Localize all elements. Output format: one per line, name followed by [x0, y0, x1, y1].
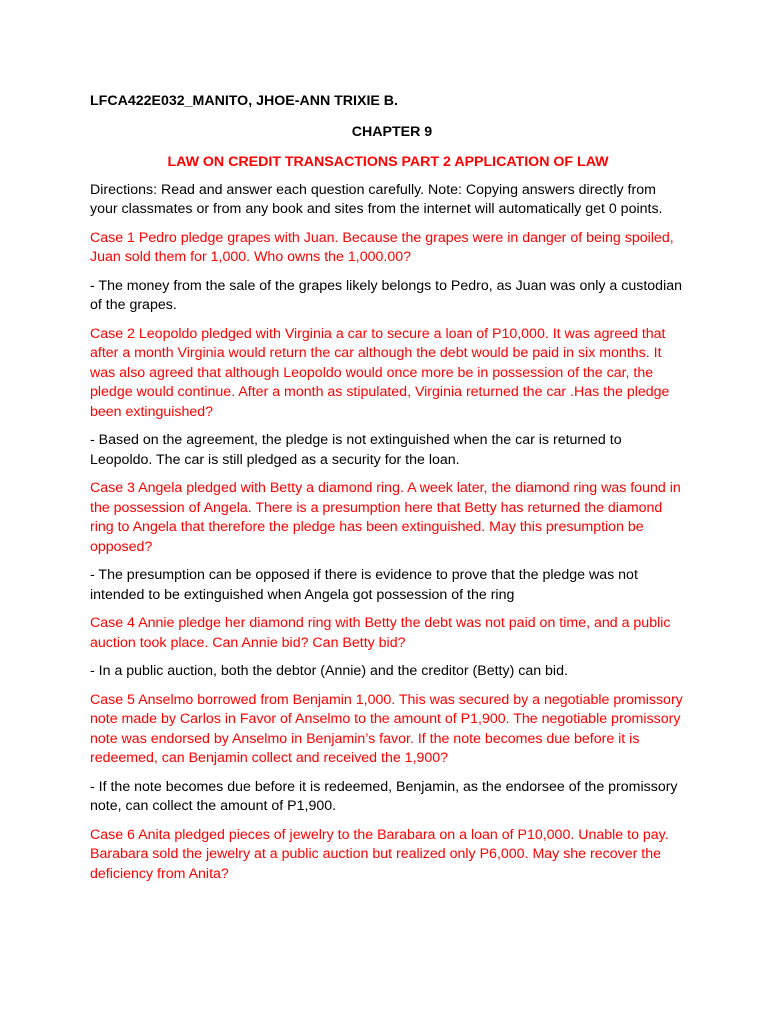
student-line: LFCA422E032_MANITO, JHOE-ANN TRIXIE B.	[90, 93, 398, 109]
case-3-answer: - The presumption can be opposed if there is evidence to prove that the pledge was not intended to be extinguished when Angela got possession of the ring	[90, 567, 638, 603]
directions-text: Directions: Read and answer each question carefully. Note: Copying answers directly from your classmates or from any book and sites from the internet will automatically get 0 points.	[90, 181, 663, 217]
case-4-answer: - In a public auction, both the debtor (Annie) and the creditor (Betty) can bid.	[90, 663, 568, 679]
case-4-question: Case 4 Annie pledge her diamond ring with Betty the debt was not paid on time, and a public auction took place. Can Annie bid? Can Betty bid?	[90, 615, 671, 651]
case-1-answer: - The money from the sale of the grapes likely belongs to Pedro, as Juan was only a custodian of the grapes.	[90, 277, 683, 313]
document-title: LAW ON CREDIT TRANSACTIONS PART 2 APPLICATION OF LAW	[167, 154, 609, 170]
case-1-question: Case 1 Pedro pledge grapes with Juan. Because the grapes were in danger of being spoiled, Juan sold them for 1,000. Who owns the 1,000.00?	[90, 229, 674, 265]
case-5-question: Case 5 Anselmo borrowed from Benjamin 1,000. This was secured by a negotiable promissory note made by Carlos in Favor of Anselmo to the amount of P1,900. The negotiable promissory note was endorsed by Anselmo in Benjamin’s favor. If the note becomes due before it is redeemed, can Benjamin collect and received the 1,900?	[90, 691, 683, 766]
case-3-question: Case 3 Angela pledged with Betty a diamond ring. A week later, the diamond ring was found in the possession of Angela. There is a presumption here that Betty has returned the diamond ring to Angela that therefore the pledge has been extinguished. May this presumption be opposed?	[90, 480, 681, 555]
case-2-question: Case 2 Leopoldo pledged with Virginia a car to secure a loan of P10,000. It was agreed that after a month Virginia would return the car although the debt would be paid in six months. It was also agreed that although Leopoldo would once more be in possession of the car, the pledge would continue. After a month as stipulated, Virginia returned the car .Has the pledge been extinguished?	[90, 325, 670, 420]
case-5-answer: - If the note becomes due before it is redeemed, Benjamin, as the endorsee of the promissory note, can collect the amount of P1,900.	[90, 778, 678, 814]
case-6-question: Case 6 Anita pledged pieces of jewelry to the Barabara on a loan of P10,000. Unable to pay. Barabara sold the jewelry at a public auction but realized only P6,000. May she recover the deficiency from Anita?	[90, 826, 669, 882]
chapter-heading: CHAPTER 9	[351, 123, 433, 140]
case-2-answer: - Based on the agreement, the pledge is not extinguished when the car is returned to Leopoldo. The car is still pledged as a security for the loan.	[90, 432, 622, 468]
document-page	[90, 92, 686, 893]
